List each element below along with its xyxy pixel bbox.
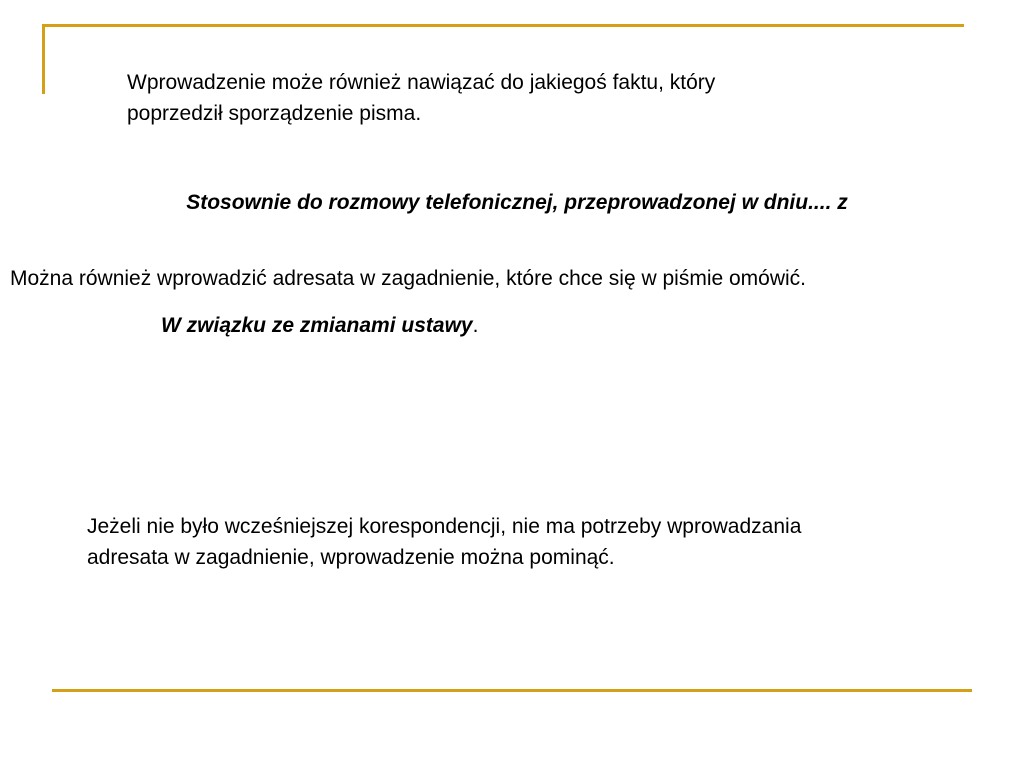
example-phrase-2-tail: .: [472, 314, 479, 337]
example-phrase-2: [161, 310, 861, 341]
intro-line-1: Wprowadzenie może również nawiązać do jakiegoś faktu, który: [127, 71, 716, 94]
skip-line-1: Jeżeli nie było wcześniejszej korespondencji, nie ma potrzeby wprowadzania: [87, 515, 802, 538]
addressee-paragraph: Można również wprowadzić adresata w zagadnienie, które chce się w piśmie omówić.: [10, 267, 807, 290]
left-rule: [42, 24, 45, 94]
bottom-rule: [52, 689, 972, 692]
skip-line-2: adresata w zagadnienie, wprowadzenie można pominąć.: [87, 546, 615, 569]
skip-paragraph: [87, 511, 977, 573]
intro-paragraph: [127, 67, 887, 129]
example-phrase-2-emphasis: W związku ze zmianami ustawy: [161, 314, 473, 337]
top-rule: [42, 24, 964, 27]
intro-line-2: poprzedził sporządzenie pisma.: [127, 102, 422, 125]
example-phrase-1: Stosownie do rozmowy telefonicznej, przeprowadzonej w dniu.... z: [186, 191, 848, 214]
